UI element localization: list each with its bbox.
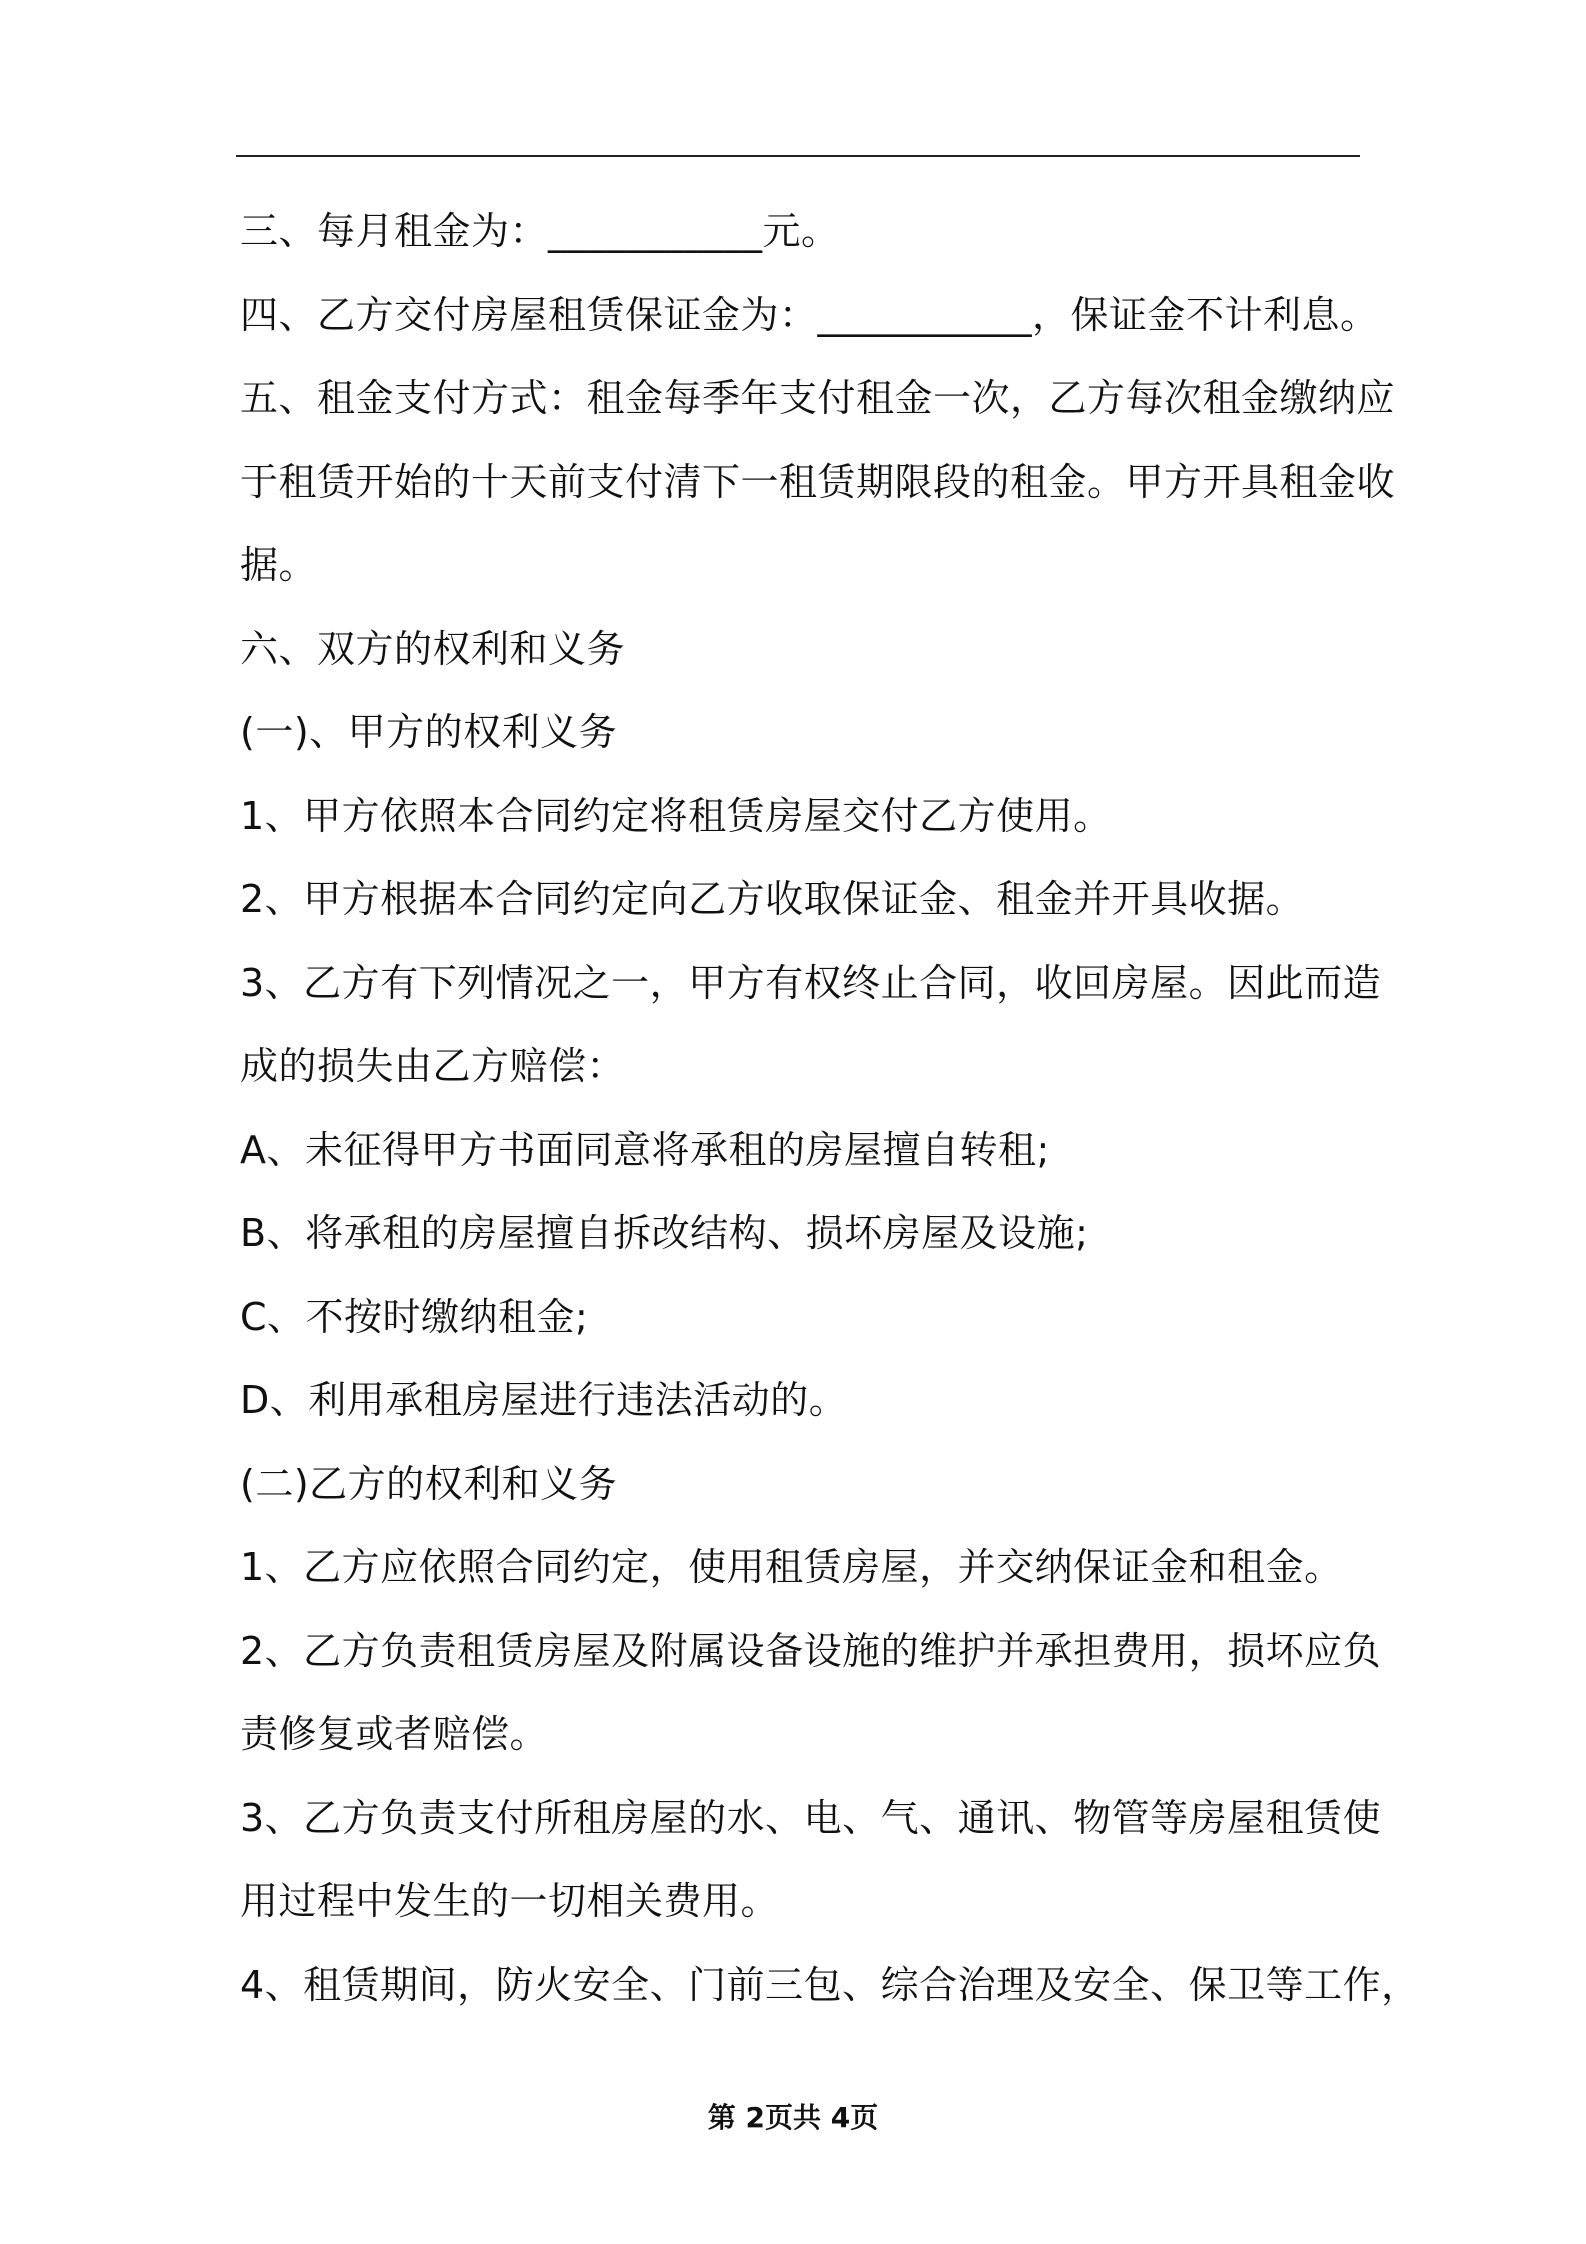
list-item: D、利用承租房屋进行违法活动的。 xyxy=(240,1378,848,1422)
list-item: B、将承租的房屋擅自拆改结构、损坏房屋及设施; xyxy=(240,1211,1089,1255)
text-line: 1、甲方依照本合同约定将租赁房屋交付乙方使用。 xyxy=(240,793,1112,838)
text-line: 责修复或者赔偿。 xyxy=(240,1712,549,1756)
subsection-heading: (二)乙方的权利和义务 xyxy=(240,1461,618,1506)
document-body xyxy=(240,190,1420,2027)
text-line: 五、租金支付方式：租金每季年支付租金一次，乙方每次租金缴纳应 xyxy=(240,376,1396,420)
list-item: A、未征得甲方书面同意将承租的房屋擅自转租; xyxy=(240,1127,1050,1172)
text-line: 成的损失由乙方赔偿： xyxy=(240,1044,626,1088)
page-number: 第 2页共 4页 xyxy=(707,2101,879,2134)
text-line: 于租赁开始的十天前支付清下一租赁期限段的租金。甲方开具租金收 xyxy=(240,459,1396,504)
text-line: 四、乙方交付房屋租赁保证金为：___________，保证金不计利息。 xyxy=(240,292,1379,337)
list-item: C、不按时缴纳租金; xyxy=(240,1294,589,1339)
section-heading: 六、双方的权利和义务 xyxy=(240,626,626,671)
header-divider xyxy=(236,155,1360,157)
text-line: 3、乙方负责支付所租房屋的水、电、气、通讯、物管等房屋租赁使 xyxy=(240,1795,1382,1840)
text-line: 三、每月租金为：___________元。 xyxy=(240,209,840,253)
text-line: 用过程中发生的一切相关费用。 xyxy=(240,1879,780,1923)
text-line: 4、租赁期间，防火安全、门前三包、综合治理及安全、保卫等工作， xyxy=(240,1962,1420,2007)
text-line: 1、乙方应依照合同约定，使用租赁房屋，并交纳保证金和租金。 xyxy=(240,1545,1343,1589)
text-line: 2、乙方负责租赁房屋及附属设备设施的维护并承担费用，损坏应负 xyxy=(240,1628,1382,1673)
text-line: 3、乙方有下列情况之一，甲方有权终止合同，收回房屋。因此而造 xyxy=(240,960,1382,1005)
subsection-heading: (一)、甲方的权利义务 xyxy=(240,710,618,754)
text-line: 据。 xyxy=(240,543,318,587)
text-line: 2、甲方根据本合同约定向乙方收取保证金、租金并开具收据。 xyxy=(240,877,1305,921)
